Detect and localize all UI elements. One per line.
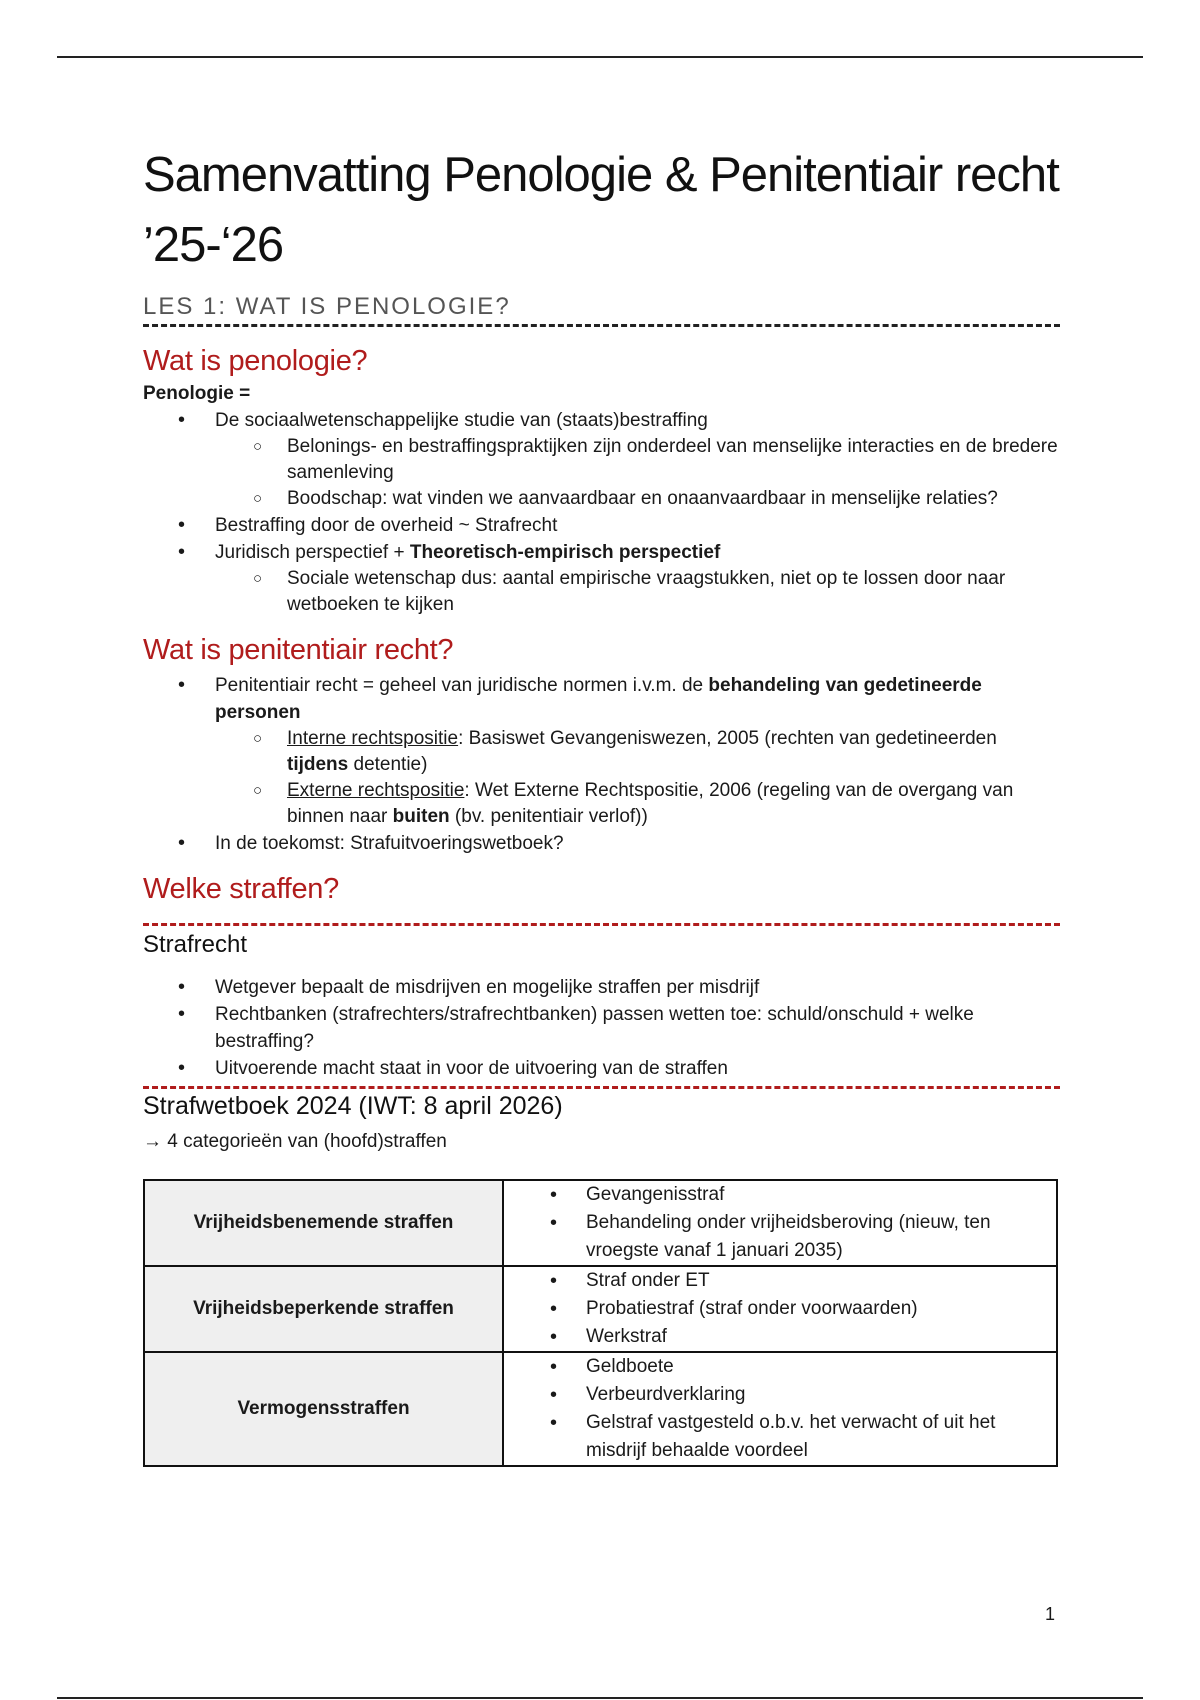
table-list-item: • Gevangenisstraf: [504, 1181, 1056, 1209]
sub-list: [215, 726, 1060, 830]
sub-list-item: ○ Externe rechtspositie: Wet Externe Rechtspositie, 2006 (regeling van de overgang van binnen naar buiten (bv. penitentiair verlof)): [215, 778, 1060, 830]
lesson-divider: [143, 324, 1060, 327]
table-list-item: • Straf onder ET: [504, 1267, 1056, 1295]
red-divider: [143, 923, 1060, 926]
sub-list-item: ○ Interne rechtspositie: Basiswet Gevangeniswezen, 2005 (rechten van gedetineerden tijdens detentie): [215, 726, 1060, 778]
list-item: • Bestraffing door de overheid ~ Strafrecht: [143, 512, 1060, 539]
subheading-strafwetboek: Strafwetboek 2024 (IWT: 8 april 2026): [143, 1092, 563, 1120]
table-list-item: • Gelstraf vastgesteld o.b.v. het verwacht of uit het misdrijf behaalde voordeel: [504, 1409, 1056, 1465]
table-items-cell: [503, 1180, 1057, 1266]
top-rule: [57, 56, 1143, 58]
penologie-label: Penologie =: [143, 383, 251, 404]
section-heading-penologie: Wat is penologie?: [143, 345, 368, 377]
table-items-cell: [503, 1352, 1057, 1466]
table-category-cell: Vrijheidsbenemende straffen: [144, 1180, 503, 1266]
subheading-strafrecht: Strafrecht: [143, 931, 248, 958]
list-item: • Rechtbanken (strafrechters/strafrechtbanken) passen wetten toe: schuld/onschuld + welke bestraffing?: [143, 1001, 1060, 1055]
sub-list-item: ○ Boodschap: wat vinden we aanvaardbaar en onaanvaardbaar in menselijke relaties?: [215, 486, 1060, 512]
lesson-heading: LES 1: WAT IS PENOLOGIE?: [143, 293, 511, 320]
list-item: • Wetgever bepaalt de misdrijven en mogelijke straffen per misdrijf: [143, 974, 1060, 1001]
document-title: Samenvatting Penologie & Penitentiair recht ’25-‘26: [143, 148, 1059, 272]
penologie-list: [143, 407, 1060, 618]
table-row: [144, 1180, 1057, 1266]
table-row: [144, 1266, 1057, 1352]
list-item: • In de toekomst: Strafuitvoeringswetboek?: [143, 830, 1060, 857]
list-item: • Uitvoerende macht staat in voor de uitvoering van de straffen: [143, 1055, 1060, 1082]
section-heading-penitentiair-recht: Wat is penitentiair recht?: [143, 634, 454, 666]
table-list-item: • Geldboete: [504, 1353, 1056, 1381]
table-list-item: • Probatiestraf (straf onder voorwaarden): [504, 1295, 1056, 1323]
table-category-cell: Vermogensstraffen: [144, 1352, 503, 1466]
sub-list-item: ○ Sociale wetenschap dus: aantal empirische vraagstukken, niet op te lossen door naar wetboeken te kijken: [215, 566, 1060, 618]
categories-intro: → 4 categorieën van (hoofd)straffen: [143, 1131, 447, 1152]
table-list-item: • Behandeling onder vrijheidsberoving (nieuw, ten vroegste vanaf 1 januari 2035): [504, 1209, 1056, 1265]
sub-list: [215, 566, 1060, 618]
page-number: 1: [1044, 1604, 1055, 1624]
bottom-rule: [57, 1697, 1143, 1699]
list-item: • Juridisch perspectief + Theoretisch-empirisch perspectief ○ Sociale wetenschap dus: aantal empirische vraagstukken, niet op te lossen door naar wetboeken te kijken: [143, 539, 1060, 618]
table-category-cell: Vrijheidsbeperkende straffen: [144, 1266, 503, 1352]
sub-list-item: ○ Belonings- en bestraffingspraktijken zijn onderdeel van menselijke interacties en de bredere samenleving: [215, 434, 1060, 486]
sub-list: [215, 434, 1060, 512]
penalties-table: [143, 1179, 1058, 1467]
section-heading-welke-straffen: Welke straffen?: [143, 873, 339, 905]
penitentiair-list: [143, 672, 1060, 857]
list-item: • De sociaalwetenschappelijke studie van (staats)bestraffing ○ Belonings- en bestraffingspraktijken zijn onderdeel van menselijke interacties en de bredere samenleving ○ Boodschap: wat vinden we aanvaardbaar en onaanvaardbaar in menselijke relaties?: [143, 407, 1060, 512]
table-list-item: • Werkstraf: [504, 1323, 1056, 1351]
strafrecht-list: [143, 974, 1060, 1082]
table-list-item: • Verbeurdverklaring: [504, 1381, 1056, 1409]
table-items-cell: [503, 1266, 1057, 1352]
table-row: [144, 1352, 1057, 1466]
document-page: [143, 140, 1060, 1467]
list-item: • Penitentiair recht = geheel van juridische normen i.v.m. de behandeling van gedetineerde personen ○ Interne rechtspositie: Basiswet Gevangeniswezen, 2005 (rechten van gedetineerden tijdens detentie) ○ Externe rechtspositie: Wet Externe Rechtspositie, 2006 (regeling van de overgang van binnen naar buiten (bv. penitentiair verlof)): [143, 672, 1060, 830]
